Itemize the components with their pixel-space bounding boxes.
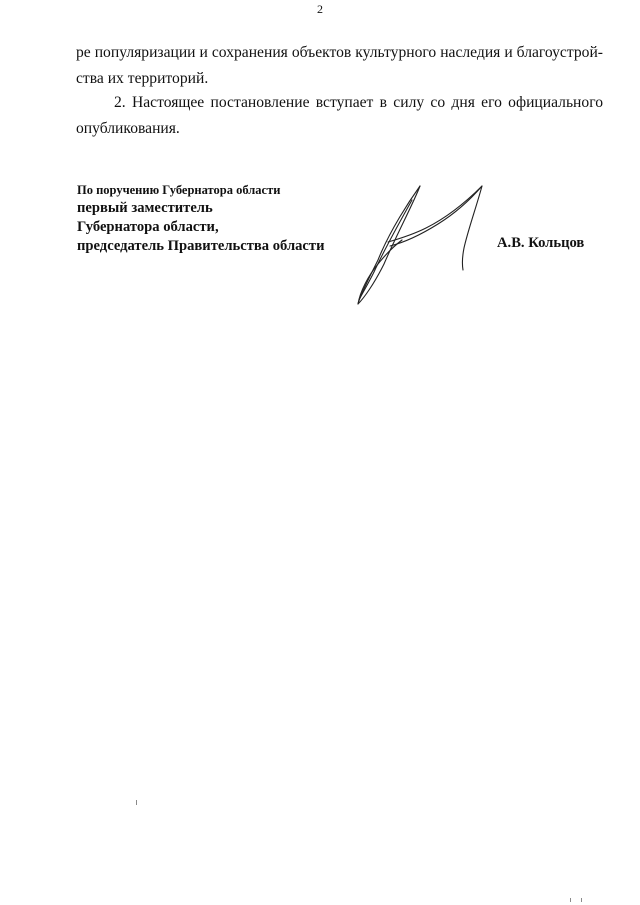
- position-line-1: первый заместитель: [77, 200, 213, 216]
- page-number: 2: [317, 2, 323, 16]
- body-paragraph-2: [76, 90, 603, 142]
- paragraph-2-line-1: 2. Настоящее постановление вступает в силу со дня его официального: [114, 94, 603, 111]
- signatory-title-block: [77, 181, 324, 256]
- authority-line: По поручению Губернатора области: [77, 183, 281, 197]
- scan-speck: [136, 800, 137, 805]
- position-line-2: Губернатора области,: [77, 219, 219, 235]
- signatory-name: А.В. Кольцов: [497, 235, 585, 251]
- paragraph-1-line-2: ства их территорий.: [76, 70, 209, 87]
- scan-speck: [570, 898, 571, 902]
- scan-speck: [581, 898, 582, 902]
- paragraph-2-line-2: опубликования.: [76, 120, 180, 137]
- handwritten-signature: [350, 180, 490, 308]
- body-paragraph-1: [76, 40, 603, 92]
- paragraph-1-line-1: ре популяризации и сохранения объектов культурного наследия и благоустрой-: [76, 44, 603, 61]
- position-line-3: председатель Правительства области: [77, 238, 325, 254]
